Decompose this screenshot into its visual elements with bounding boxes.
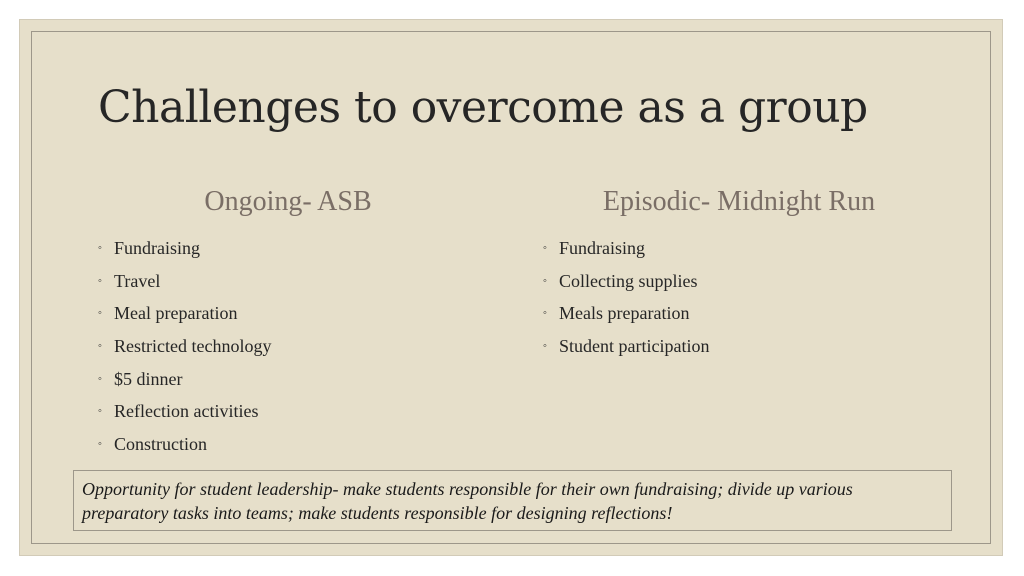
list-item	[98, 363, 271, 396]
hollow-bullet-icon: ◦	[98, 274, 102, 287]
list-item	[98, 330, 271, 363]
list-item-text: $5 dinner	[114, 368, 183, 389]
list-item	[98, 265, 271, 298]
list-item-text: Fundraising	[114, 238, 201, 258]
list-item	[543, 330, 709, 363]
hollow-bullet-icon: ◦	[543, 340, 547, 353]
hollow-bullet-icon: ◦	[543, 274, 547, 287]
hollow-bullet-icon: ◦	[98, 438, 102, 451]
list-item	[98, 395, 271, 428]
list-item-text: Meals preparation	[559, 303, 690, 324]
list-item	[543, 232, 709, 265]
list-item-text: Student participation	[559, 336, 710, 357]
slide-title: Challenges to overcome as a group	[98, 82, 868, 133]
list-item	[543, 265, 709, 298]
left-column-heading: Ongoing- ASB	[204, 186, 372, 217]
hollow-bullet-icon: ◦	[98, 340, 102, 353]
right-column-heading: Episodic- Midnight Run	[602, 186, 876, 217]
list-item	[98, 428, 271, 461]
list-item	[543, 297, 709, 330]
hollow-bullet-icon: ◦	[98, 242, 102, 254]
list-item-text: Meal preparation	[114, 303, 238, 324]
hollow-bullet-icon: ◦	[98, 372, 102, 385]
left-column-list	[98, 232, 271, 461]
list-item-text: Construction	[114, 434, 207, 455]
hollow-bullet-icon: ◦	[543, 307, 547, 320]
list-item	[98, 297, 271, 330]
list-item-text: Travel	[114, 270, 161, 291]
hollow-bullet-icon: ◦	[98, 405, 102, 418]
list-item	[98, 232, 271, 265]
right-column-list	[543, 232, 709, 363]
leadership-note-box: Opportunity for student leadership- make students responsible for their own fundraising; divide up various preparatory tasks into teams; make students responsible for designing reflections!	[73, 470, 952, 531]
hollow-bullet-icon: ◦	[98, 307, 102, 320]
hollow-bullet-icon: ◦	[543, 242, 547, 254]
list-item-text: Collecting supplies	[559, 270, 698, 291]
list-item-text: Restricted technology	[114, 336, 272, 357]
slide	[19, 19, 1003, 556]
list-item-text: Fundraising	[559, 238, 646, 258]
list-item-text: Reflection activities	[114, 401, 259, 422]
